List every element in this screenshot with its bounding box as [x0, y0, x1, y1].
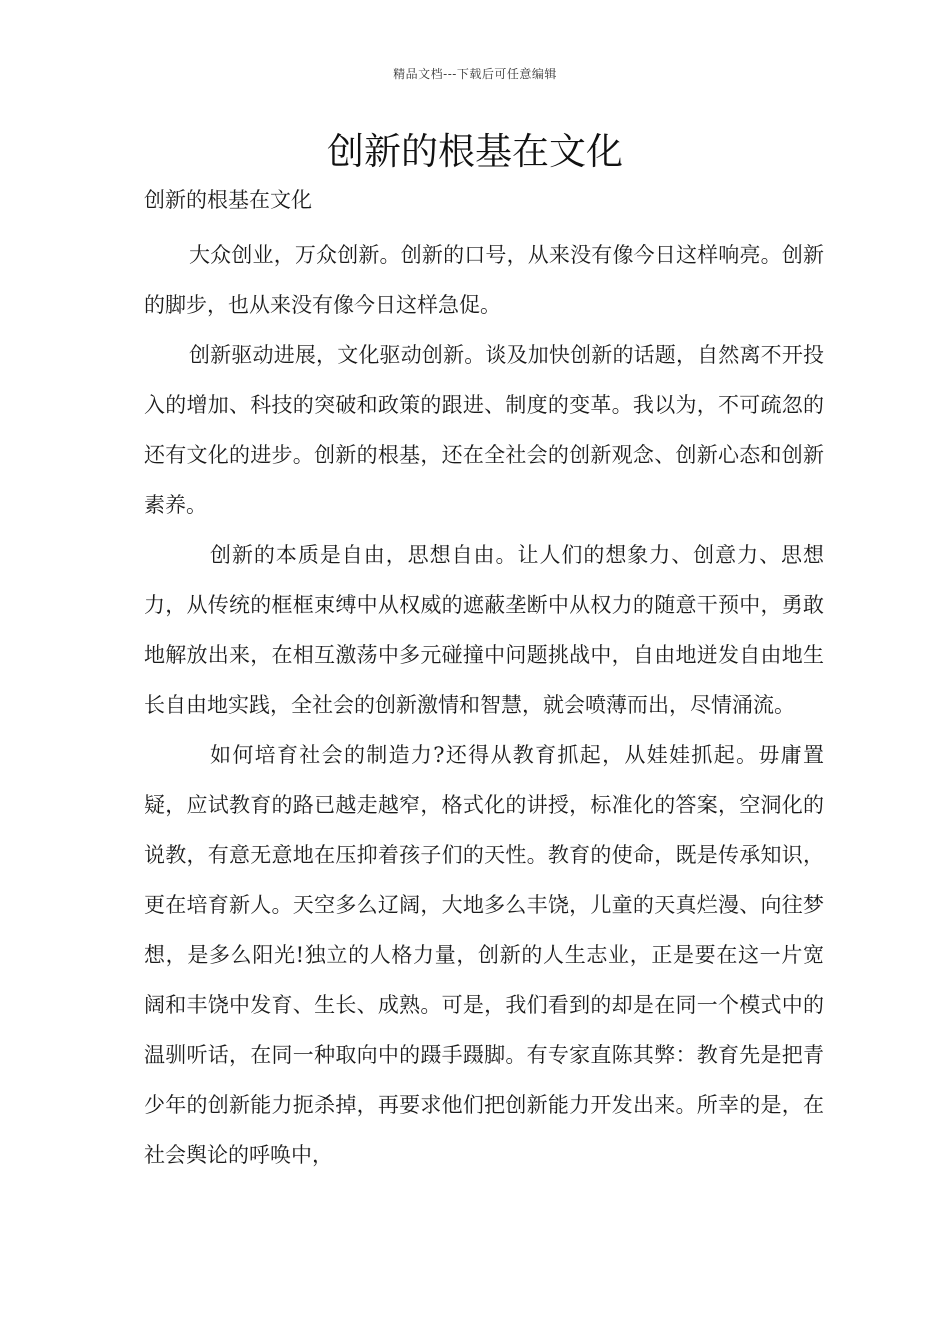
document-subtitle: 创新的根基在文化: [144, 188, 312, 212]
paragraph-1: 大众创业，万众创新。创新的口号，从来没有像今日这样响亮。创新的脚步，也从来没有像今日这样急促。: [144, 243, 824, 317]
document-body: [144, 180, 824, 1180]
paragraph-2: 创新驱动进展，文化驱动创新。谈及加快创新的话题，自然离不开投入的增加、科技的突破和政策的跟进、制度的变革。我以为，不可疏忽的还有文化的进步。创新的根基，还在全社会的创新观念、创新心态和创新素养。: [144, 343, 824, 517]
document-title: 创新的根基在文化: [327, 130, 623, 173]
paragraph-4: 如何培育社会的制造力?还得从教育抓起，从娃娃抓起。毋庸置疑，应试教育的路已越走越窄，格式化的讲授，标准化的答案，空洞化的说教，有意无意地在压抑着孩子们的天性。教育的使命，既是传承知识，更在培育新人。天空多么辽阔，大地多么丰饶，儿童的天真烂漫、向往梦想，是多么阳光!独立的人格力量，创新的人生志业，正是要在这一片宽阔和丰饶中发育、生长、成熟。可是，我们看到的却是在同一个模式中的温驯听话，在同一种取向中的蹑手蹑脚。有专家直陈其弊：教育先是把青少年的创新能力扼杀掉，再要求他们把创新能力开发出来。所幸的是，在社会舆论的呼唤中，: [144, 743, 824, 1167]
page-header: 精品文档---下载后可任意编辑: [393, 67, 557, 81]
paragraph-3: 创新的本质是自由，思想自由。让人们的想象力、创意力、思想力，从传统的框框束缚中从权威的遮蔽垄断中从权力的随意干预中，勇敢地解放出来，在相互激荡中多元碰撞中问题挑战中，自由地迸发自由地生长自由地实践，全社会的创新激情和智慧，就会喷薄而出，尽情涌流。: [144, 543, 824, 717]
